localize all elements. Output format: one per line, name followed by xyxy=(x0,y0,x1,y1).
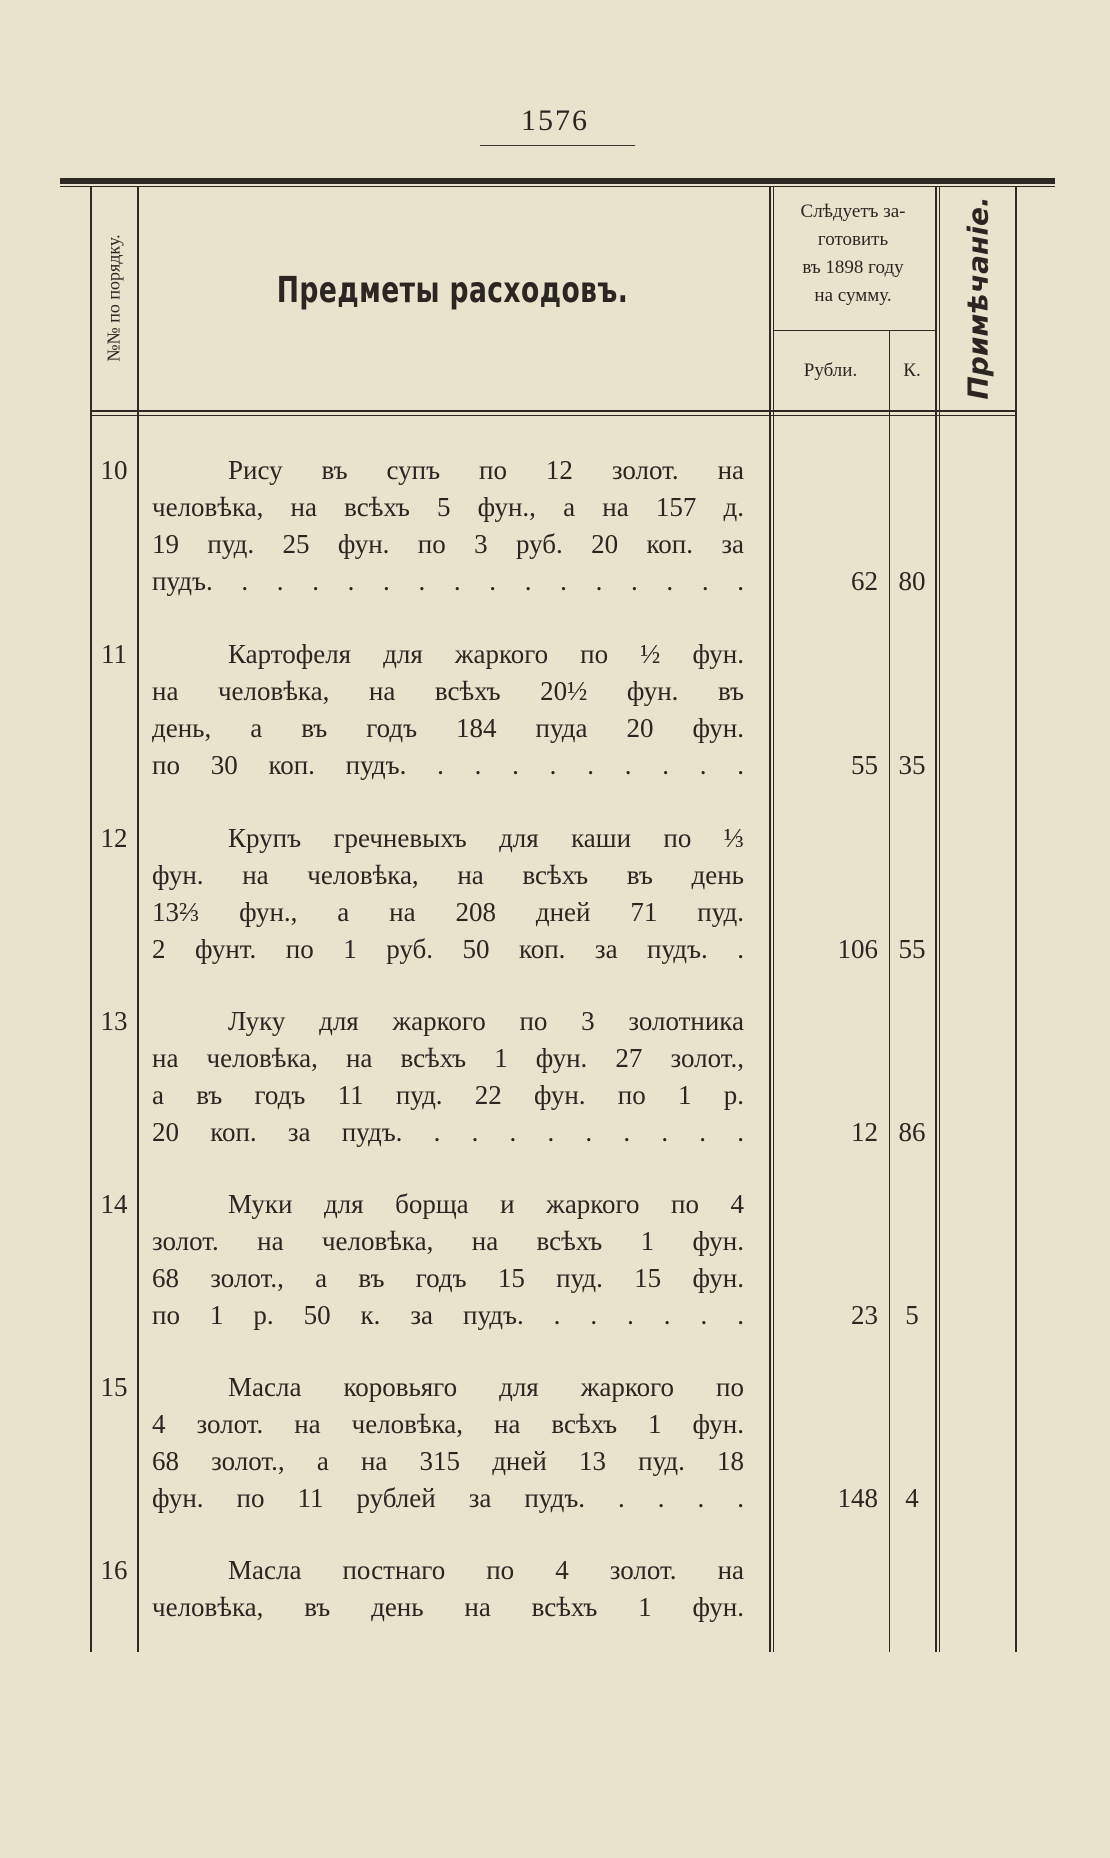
row-line: 19 пуд. 25 фун. по 3 руб. 20 коп. за xyxy=(152,529,744,559)
row-line: Масла постнаго по 4 золот. на xyxy=(228,1555,744,1585)
header-num-label: №№ по порядку. xyxy=(103,234,124,362)
row-line: а въ годъ 11 пуд. 22 фун. по 1 р. xyxy=(152,1080,744,1110)
page-number-rule xyxy=(480,145,635,146)
table-row xyxy=(92,636,1032,786)
header-sum-line: въ 1898 году xyxy=(802,257,904,278)
row-number: 14 xyxy=(100,1189,128,1219)
row-description xyxy=(152,1003,744,1151)
row-line: фун. по 11 рублей за пудъ. . . . . xyxy=(152,1483,744,1513)
row-line: золот. на человѣка, на всѣхъ 1 фун. xyxy=(152,1226,744,1256)
row-line: по 30 коп. пудъ. . . . . . . . . . xyxy=(152,750,744,780)
header-note-label: Примѣчаніе. xyxy=(961,196,995,400)
row-rubles: 148 xyxy=(837,1483,878,1513)
row-description xyxy=(152,636,744,784)
row-line: 20 коп. за пудъ. . . . . . . . . . xyxy=(152,1117,744,1147)
row-kopecks: 5 xyxy=(905,1300,919,1330)
row-description xyxy=(152,820,744,968)
row-line: 68 золот., а на 315 дней 13 пуд. 18 xyxy=(152,1446,744,1476)
table-row xyxy=(92,1186,1032,1336)
row-line: Рису въ супъ по 12 золот. на xyxy=(228,455,744,485)
row-number: 15 xyxy=(100,1372,128,1402)
sum-subheader-rule xyxy=(773,330,935,331)
row-line: 4 золот. на человѣка, на всѣхъ 1 фун. xyxy=(152,1409,744,1439)
table-row xyxy=(92,452,1032,602)
row-line: Муки для борща и жаркого по 4 xyxy=(228,1189,744,1219)
row-description xyxy=(152,1552,744,1626)
row-line: Картофеля для жаркого по ½ фун. xyxy=(228,639,744,669)
row-kopecks: 35 xyxy=(898,750,926,780)
header-sum-line: готовить xyxy=(817,229,889,250)
row-number: 16 xyxy=(100,1555,128,1585)
row-line: по 1 р. 50 к. за пудъ. . . . . . . xyxy=(152,1300,744,1330)
row-line: день, а въ годъ 184 пуда 20 фун. xyxy=(152,713,744,743)
row-line: на человѣка, на всѣхъ 1 фун. 27 золот., xyxy=(152,1043,744,1073)
row-number: 11 xyxy=(101,639,127,669)
header-note-column xyxy=(940,192,1016,404)
header-kop-label: К. xyxy=(903,360,921,381)
row-number: 12 xyxy=(100,823,128,853)
header-bottom-rule xyxy=(90,410,1015,412)
row-line: 2 фунт. по 1 руб. 50 коп. за пудъ. . xyxy=(152,934,744,964)
row-kopecks: 86 xyxy=(898,1117,926,1147)
row-line: Крупъ гречневыхъ для каши по ⅓ xyxy=(228,823,744,853)
header-rub-label: Рубли. xyxy=(803,360,858,381)
table-row xyxy=(92,1552,1032,1632)
row-description xyxy=(152,1186,744,1334)
row-line: фун. на человѣка, на всѣхъ въ день xyxy=(152,860,744,890)
row-kopecks: 4 xyxy=(905,1483,919,1513)
header-sum-line: Слѣдуетъ за- xyxy=(800,201,906,222)
row-line: 13⅔ фун., а на 208 дней 71 пуд. xyxy=(152,897,744,927)
header-items-title: Предметы расходовъ. xyxy=(276,270,629,311)
row-description xyxy=(152,1369,744,1517)
row-rubles: 23 xyxy=(851,1300,878,1330)
page-number: 1576 xyxy=(521,104,589,137)
row-line: Масла коровьяго для жаркого по xyxy=(228,1372,744,1402)
row-line: 68 золот., а въ годъ 15 пуд. 15 фун. xyxy=(152,1263,744,1293)
table-top-rule xyxy=(60,178,1055,184)
row-description xyxy=(152,452,744,600)
table-row xyxy=(92,1369,1032,1519)
table-row xyxy=(92,1003,1032,1153)
row-line: на человѣка, на всѣхъ 20½ фун. въ xyxy=(152,676,744,706)
row-rubles: 62 xyxy=(851,566,878,596)
header-sum-line: на сумму. xyxy=(814,285,892,306)
header-sum-label xyxy=(773,198,933,310)
row-rubles: 12 xyxy=(851,1117,878,1147)
table-top-rule-thin xyxy=(60,186,1055,187)
row-line: Луку для жаркого по 3 золотника xyxy=(228,1006,744,1036)
table-row xyxy=(92,820,1032,970)
row-line: человѣка, въ день на всѣхъ 1 фун. xyxy=(152,1592,744,1622)
row-number: 13 xyxy=(100,1006,128,1036)
row-kopecks: 55 xyxy=(898,934,926,964)
row-number: 10 xyxy=(100,455,128,485)
header-bottom-rule-2 xyxy=(90,415,1015,416)
row-rubles: 106 xyxy=(837,934,878,964)
row-line: человѣка, на всѣхъ 5 фун., а на 157 д. xyxy=(152,492,744,522)
row-rubles: 55 xyxy=(851,750,878,780)
row-kopecks: 80 xyxy=(898,566,926,596)
row-line: пудъ. . . . . . . . . . . . . . . . xyxy=(152,566,744,596)
header-num-column xyxy=(92,192,136,404)
